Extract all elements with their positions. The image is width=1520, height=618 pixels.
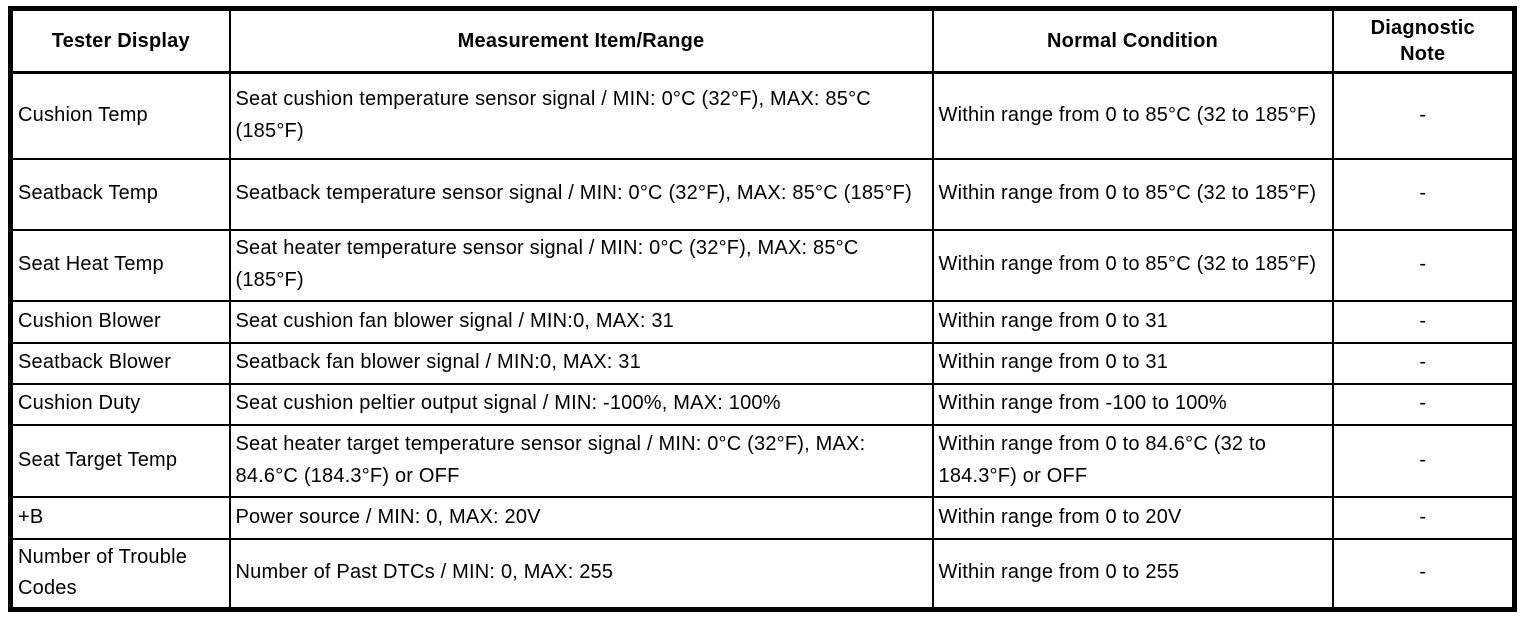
table-row-cushion-blower — [11, 301, 1515, 343]
cell-diagnostic-note: - — [1333, 425, 1515, 497]
header-measurement-item-range: Measurement Item/Range — [230, 9, 933, 73]
cell-tester-display: +B — [11, 497, 230, 539]
cell-tester-display: Cushion Blower — [11, 301, 230, 343]
cell-measurement-item-range: Number of Past DTCs / MIN: 0, MAX: 255 — [230, 539, 933, 610]
cell-normal-condition: Within range from -100 to 100% — [933, 384, 1333, 425]
cell-tester-display: Cushion Duty — [11, 384, 230, 425]
cell-diagnostic-note: - — [1333, 384, 1515, 425]
cell-measurement-item-range: Seatback temperature sensor signal / MIN: 0°C (32°F), MAX: 85°C (185°F) — [230, 159, 933, 230]
table-row-plus-b — [11, 497, 1515, 539]
cell-normal-condition: Within range from 0 to 85°C (32 to 185°F) — [933, 230, 1333, 301]
cell-measurement-item-range: Power source / MIN: 0, MAX: 20V — [230, 497, 933, 539]
cell-tester-display: Seatback Blower — [11, 343, 230, 384]
cell-tester-display: Seat Target Temp — [11, 425, 230, 497]
header-diagnostic-note-label: Diagnostic Note — [1370, 17, 1475, 65]
table-row-seatback-temp — [11, 159, 1515, 230]
cell-normal-condition: Within range from 0 to 85°C (32 to 185°F) — [933, 159, 1333, 230]
header-normal-condition: Normal Condition — [933, 9, 1333, 73]
cell-normal-condition: Within range from 0 to 31 — [933, 301, 1333, 343]
cell-measurement-item-range: Seat cushion peltier output signal / MIN: -100%, MAX: 100% — [230, 384, 933, 425]
cell-normal-condition: Within range from 0 to 255 — [933, 539, 1333, 610]
cell-tester-display: Seat Heat Temp — [11, 230, 230, 301]
cell-measurement-item-range: Seat cushion fan blower signal / MIN:0, MAX: 31 — [230, 301, 933, 343]
cell-normal-condition: Within range from 0 to 84.6°C (32 to 184.3°F) or OFF — [933, 425, 1333, 497]
cell-diagnostic-note: - — [1333, 159, 1515, 230]
table-row-cushion-temp — [11, 73, 1515, 159]
cell-tester-display: Seatback Temp — [11, 159, 230, 230]
cell-tester-display: Number of Trouble Codes — [11, 539, 230, 610]
cell-diagnostic-note: - — [1333, 73, 1515, 159]
table-row-cushion-duty — [11, 384, 1515, 425]
cell-diagnostic-note: - — [1333, 343, 1515, 384]
table-row-seat-heat-temp — [11, 230, 1515, 301]
cell-diagnostic-note: - — [1333, 497, 1515, 539]
tester-datalist-table — [8, 6, 1517, 612]
cell-diagnostic-note: - — [1333, 539, 1515, 610]
cell-measurement-item-range: Seat cushion temperature sensor signal / MIN: 0°C (32°F), MAX: 85°C (185°F) — [230, 73, 933, 159]
header-row — [11, 9, 1515, 73]
cell-normal-condition: Within range from 0 to 20V — [933, 497, 1333, 539]
cell-tester-display: Cushion Temp — [11, 73, 230, 159]
header-tester-display: Tester Display — [11, 9, 230, 73]
cell-normal-condition: Within range from 0 to 85°C (32 to 185°F) — [933, 73, 1333, 159]
table-row-number-of-trouble-codes — [11, 539, 1515, 610]
cell-diagnostic-note: - — [1333, 301, 1515, 343]
table-header — [11, 9, 1515, 73]
cell-measurement-item-range: Seatback fan blower signal / MIN:0, MAX: 31 — [230, 343, 933, 384]
table-body — [11, 73, 1515, 610]
header-diagnostic-note — [1333, 9, 1515, 73]
cell-measurement-item-range: Seat heater target temperature sensor signal / MIN: 0°C (32°F), MAX: 84.6°C (184.3°F) or OFF — [230, 425, 933, 497]
table-row-seatback-blower — [11, 343, 1515, 384]
cell-measurement-item-range: Seat heater temperature sensor signal / MIN: 0°C (32°F), MAX: 85°C (185°F) — [230, 230, 933, 301]
cell-diagnostic-note: - — [1333, 230, 1515, 301]
table-row-seat-target-temp — [11, 425, 1515, 497]
cell-normal-condition: Within range from 0 to 31 — [933, 343, 1333, 384]
